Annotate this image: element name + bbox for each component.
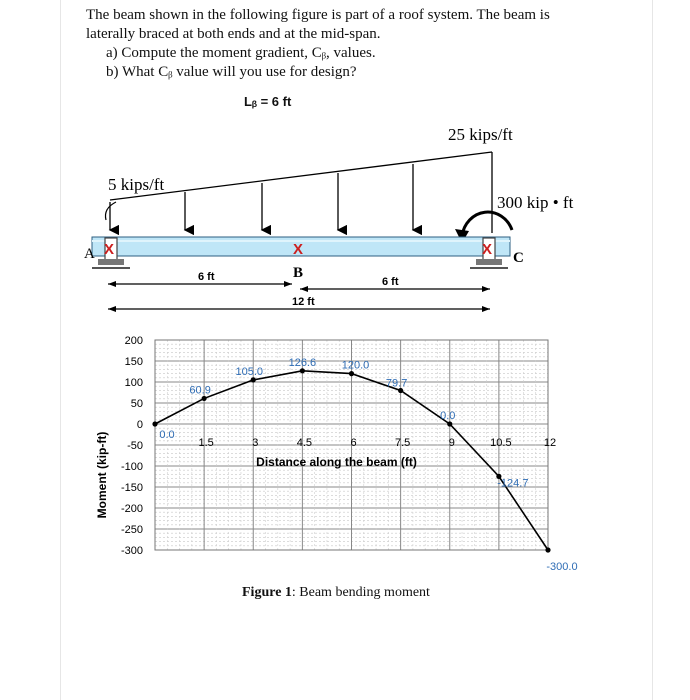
figure-caption (242, 585, 430, 601)
y-tick-label: -100 (120, 461, 143, 473)
data-label: -300.0 (546, 561, 578, 573)
x-tick-label: 1.5 (198, 437, 214, 449)
left-brace-mark: X (104, 241, 115, 258)
x-tick-labels (198, 437, 556, 449)
x-tick-label: 12 (543, 437, 557, 449)
x-tick-label: 9 (448, 437, 455, 449)
x-tick-label: 4.5 (296, 437, 313, 449)
data-point (300, 368, 305, 373)
data-point (447, 421, 452, 426)
data-point (152, 421, 157, 426)
left-support-base (98, 259, 124, 265)
load-top-line (110, 152, 492, 200)
x-tick-label: 3 (252, 437, 259, 449)
left-load-label: 5 kips/ft (108, 175, 165, 194)
y-tick-label: -300 (120, 545, 143, 557)
y-tick-label: -50 (127, 440, 143, 452)
statement-line-1: The beam shown in the following figure is part of a roof system. The beam is (86, 7, 550, 23)
y-tick-label: 150 (124, 356, 143, 368)
x-tick-label: 6 (350, 437, 357, 449)
question-a: a) Compute the moment gradient, Cᵦ, values. (106, 45, 376, 61)
y-tick-label: 50 (130, 398, 143, 410)
right-brace-mark: X (482, 241, 493, 258)
data-label: 120.0 (341, 359, 370, 372)
y-tick-label: 100 (124, 377, 143, 389)
point-a-label: A (84, 246, 95, 262)
load-left-curve (105, 202, 116, 220)
caption-figure-number: Figure 1 (242, 585, 292, 600)
y-tick-label: 200 (124, 335, 143, 347)
x-tick-label: 7.5 (394, 437, 411, 449)
point-c-label: C (513, 250, 524, 266)
point-b-label: B (293, 265, 304, 281)
moment-arc (462, 212, 512, 236)
dim-left-arrow-end (284, 281, 292, 287)
dim-right-arrow-start (300, 286, 308, 292)
data-label: 105.0 (235, 365, 264, 378)
dim-total-label: 12 ft (292, 296, 315, 308)
data-label: 60.9 (189, 384, 211, 397)
dim-right-label: 6 ft (382, 276, 399, 288)
dim-left-label: 6 ft (198, 271, 215, 283)
x-axis-label: Distance along the beam (ft) (256, 455, 417, 469)
y-tick-label: -250 (120, 524, 143, 536)
y-axis-label: Moment (kip-ft) (95, 431, 109, 519)
data-point (251, 377, 256, 382)
data-label: 126.6 (288, 356, 317, 369)
dim-left-arrow-start (108, 281, 116, 287)
right-support-base (476, 259, 502, 265)
caption-text: : Beam bending moment (291, 585, 430, 600)
question-b: b) What Cᵦ value will you use for design? (106, 64, 357, 80)
dim-total-arrow-start (108, 306, 116, 312)
bending-moment-chart (0, 330, 690, 590)
beam-diagram (0, 0, 690, 320)
dim-total-arrow-end (482, 306, 490, 312)
data-point (349, 371, 354, 376)
data-point (545, 547, 550, 552)
y-tick-label: -150 (120, 482, 143, 494)
data-label: 0.0 (159, 429, 175, 441)
right-load-label: 25 kips/ft (448, 125, 513, 144)
statement-line-2: laterally braced at both ends and at the mid-span. (86, 26, 381, 42)
y-tick-labels (121, 335, 143, 557)
moment-label: 300 kip • ft (497, 193, 574, 212)
data-label: -124.7 (497, 477, 529, 490)
y-tick-label: 0 (136, 419, 143, 431)
data-point (202, 396, 207, 401)
unbraced-length-label: Lᵦ = 6 ft (244, 94, 292, 109)
x-tick-label: 10.5 (490, 437, 512, 449)
mid-brace-mark: X (293, 241, 304, 258)
data-label: 0.0 (440, 410, 456, 422)
dim-right-arrow-end (482, 286, 490, 292)
data-label: 79.7 (385, 377, 408, 390)
y-tick-label: -200 (120, 503, 143, 515)
